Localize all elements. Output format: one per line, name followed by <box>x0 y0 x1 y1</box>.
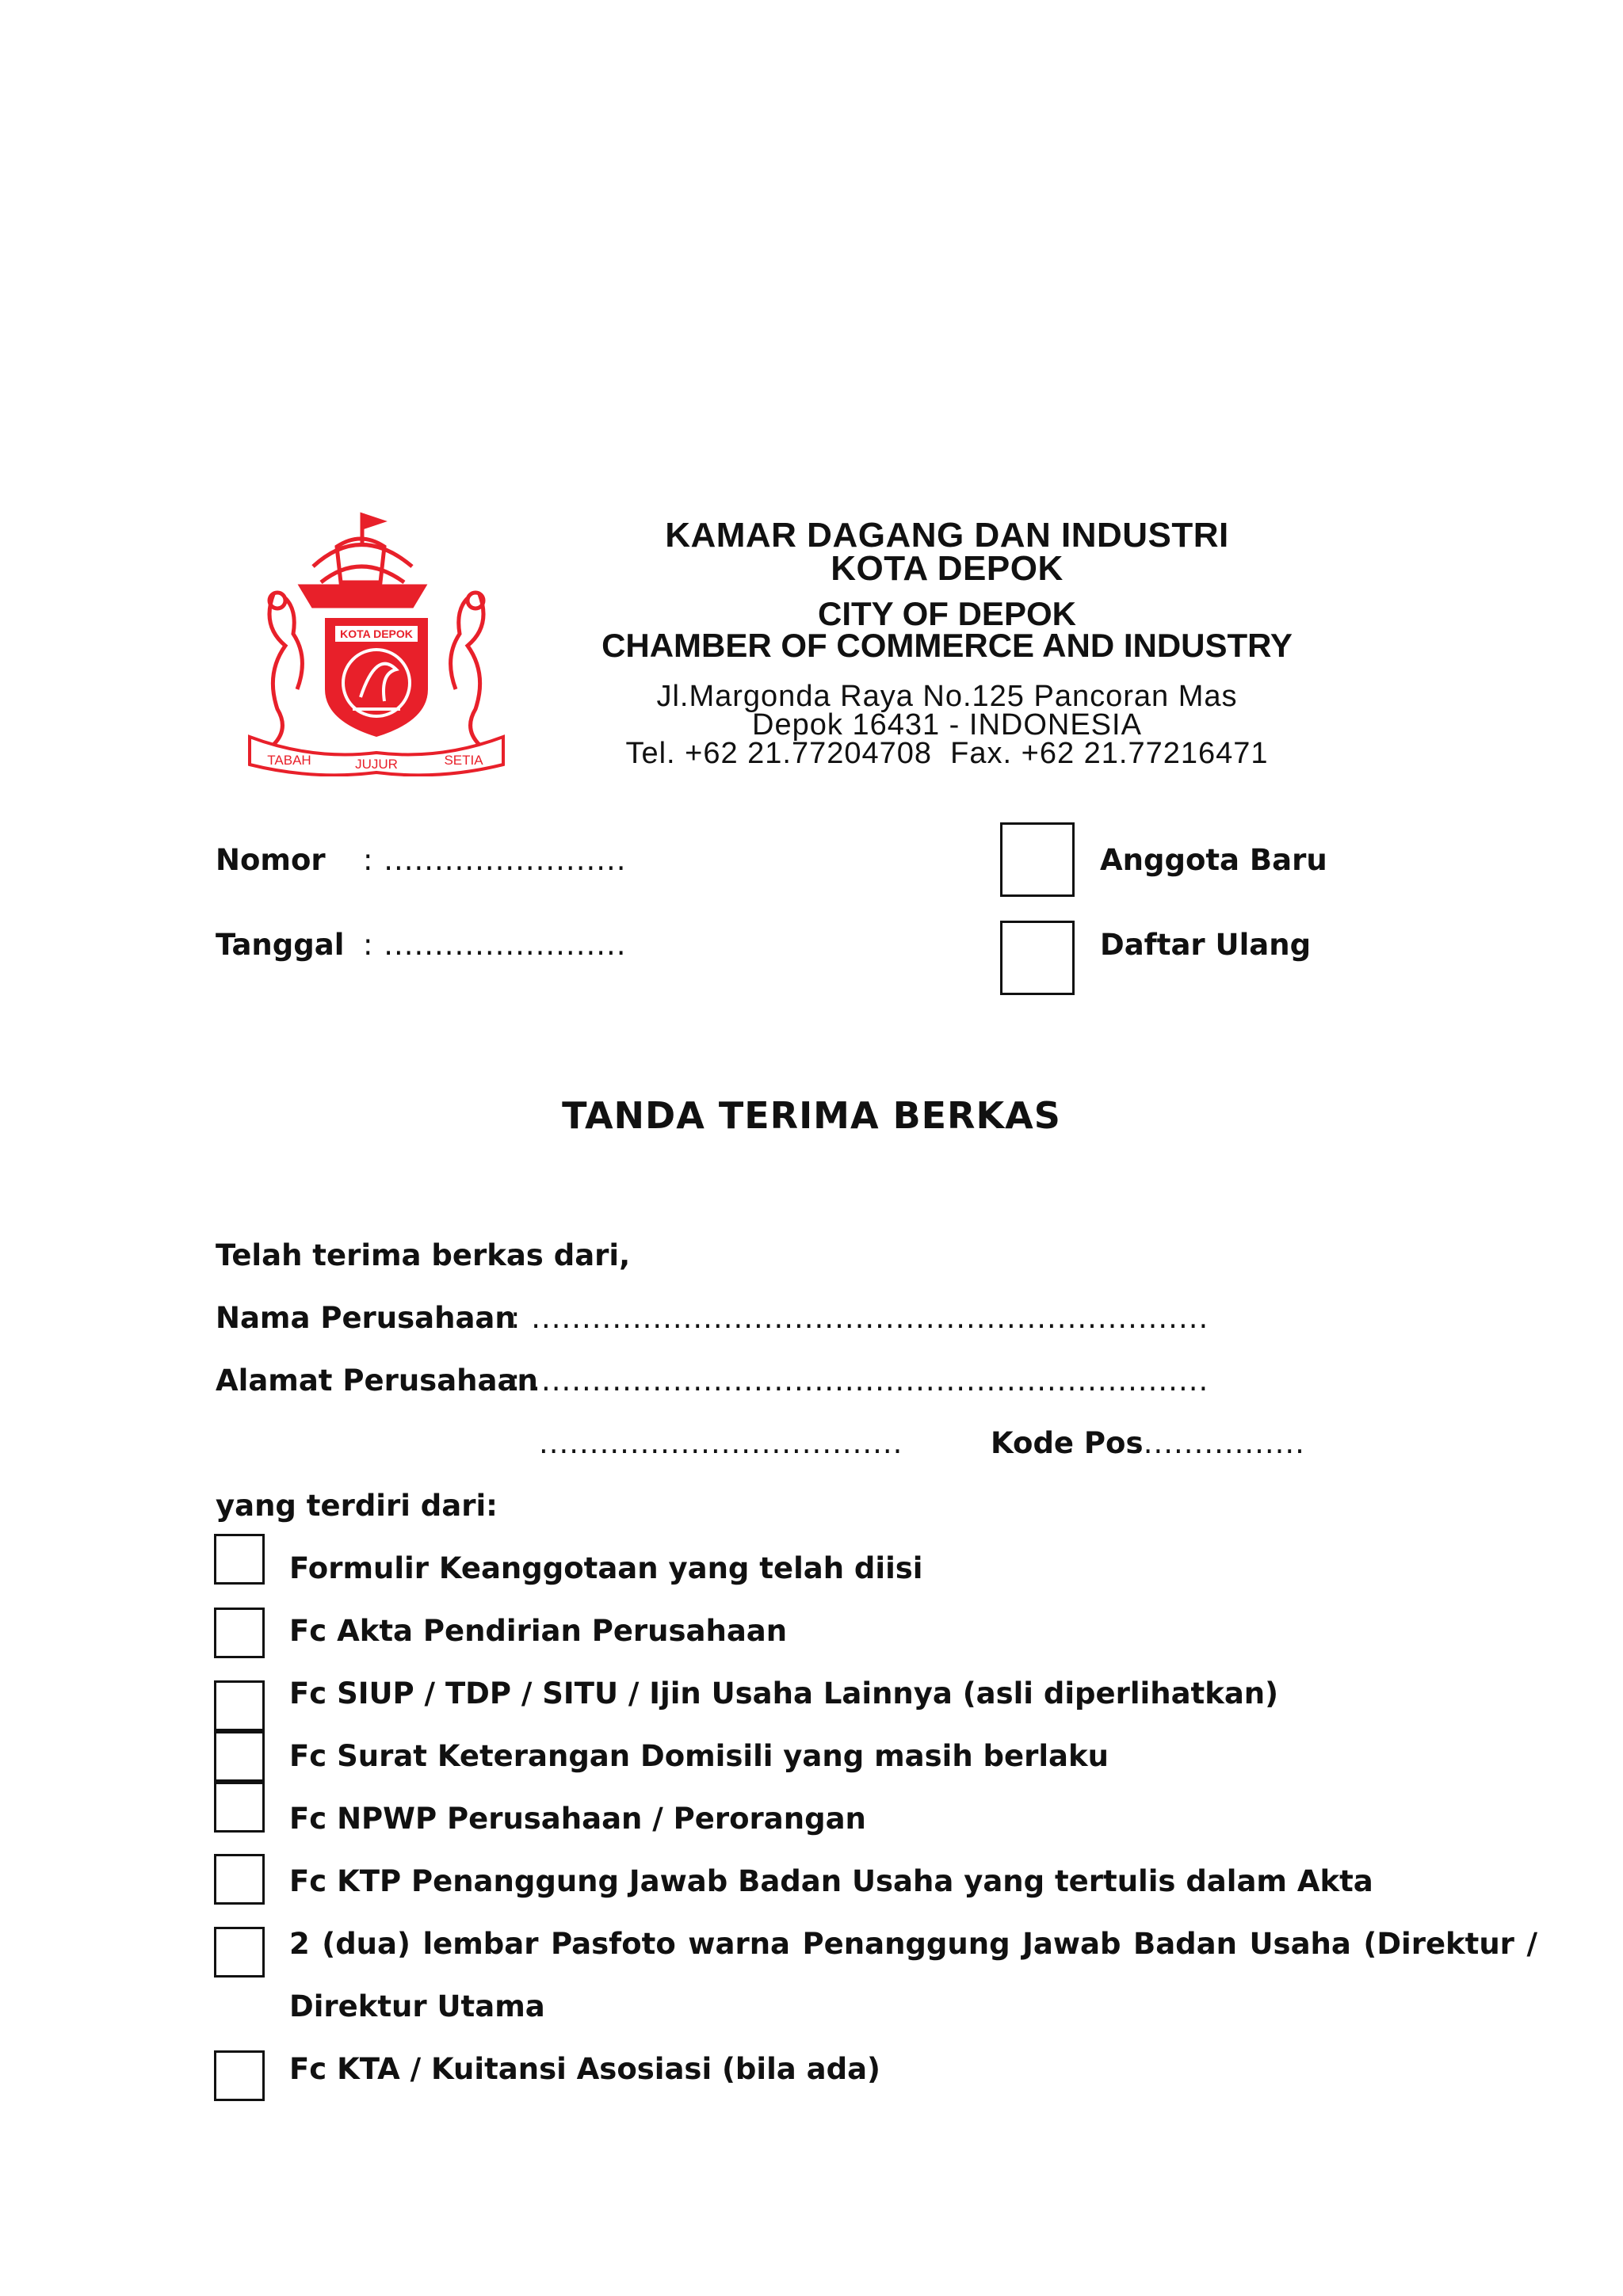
tanggal-field[interactable]: : ........................ <box>363 928 627 962</box>
checklist-item-label-continuation: Direktur Utama <box>289 1989 545 2023</box>
checklist-checkbox[interactable] <box>214 1854 265 1905</box>
intro-text: Telah terima berkas dari, <box>216 1238 631 1272</box>
daftar-ulang-label: Daftar Ulang <box>1100 928 1312 962</box>
checklist-checkbox[interactable] <box>214 1927 265 1978</box>
logo-motto-center: JUJUR <box>355 757 398 772</box>
checklist-checkbox[interactable] <box>214 1731 265 1782</box>
kota-depok-emblem-logo <box>242 507 511 776</box>
checklist-item-label: Fc KTA / Kuitansi Asosiasi (bila ada) <box>289 2052 880 2086</box>
nomor-label: Nomor <box>216 843 326 877</box>
address-line1: Jl.Margonda Raya No.125 Pancoran Mas <box>656 680 1238 713</box>
checklist-checkbox[interactable] <box>214 2050 265 2101</box>
checklist-item-label: Fc SIUP / TDP / SITU / Ijin Usaha Lainnya (asli diperlihatkan) <box>289 1676 1279 1711</box>
checklist-checkbox[interactable] <box>214 1782 265 1833</box>
org-name-line1: KAMAR DAGANG DAN INDUSTRI <box>665 516 1229 555</box>
nama-perusahaan-label: Nama Perusahaan <box>216 1301 516 1335</box>
alamat-perusahaan-field[interactable]: : ................................................................... <box>510 1363 1209 1398</box>
nomor-field[interactable]: : ........................ <box>363 843 627 877</box>
checklist-checkbox[interactable] <box>214 1534 265 1585</box>
checklist-item-label: Fc Surat Keterangan Domisili yang masih berlaku <box>289 1739 1109 1773</box>
anggota-baru-label: Anggota Baru <box>1100 843 1327 877</box>
org-name-line2: KOTA DEPOK <box>831 549 1064 588</box>
checklist-checkbox[interactable] <box>214 1608 265 1658</box>
daftar-ulang-checkbox[interactable] <box>1000 921 1075 995</box>
checklist-item-label: Fc NPWP Perusahaan / Perorangan <box>289 1802 866 1836</box>
alamat-perusahaan-label: Alamat Perusahaan <box>216 1363 538 1398</box>
anggota-baru-checkbox[interactable] <box>1000 822 1075 897</box>
address-line2: Depok 16431 - INDONESIA <box>752 708 1142 742</box>
checklist-item-label: Formulir Keanggotaan yang telah diisi <box>289 1551 923 1585</box>
document-title: TANDA TERIMA BERKAS <box>562 1094 1061 1137</box>
logo-motto-right: SETIA <box>444 753 483 768</box>
contact-line: Tel. +62 21.77204708 Fax. +62 21.77216471 <box>625 737 1269 770</box>
logo-motto-left: TABAH <box>267 753 311 768</box>
checklist-item-label: Fc KTP Penanggung Jawab Badan Usaha yang tertulis dalam Akta <box>289 1864 1373 1898</box>
alamat-line2-field[interactable]: .................................... <box>539 1426 903 1460</box>
nama-perusahaan-field[interactable]: : ................................................................... <box>510 1301 1209 1335</box>
logo-banner-text: KOTA DEPOK <box>340 627 413 640</box>
checklist-item-label: Fc Akta Pendirian Perusahaan <box>289 1614 788 1648</box>
kode-pos-label: Kode Pos <box>991 1426 1144 1460</box>
english-name-line1: CITY OF DEPOK <box>818 595 1076 632</box>
letterhead <box>519 516 1375 770</box>
consists-of-label: yang terdiri dari: <box>216 1489 498 1523</box>
english-name-line2: CHAMBER OF COMMERCE AND INDUSTRY <box>601 627 1293 664</box>
kode-pos-field[interactable]: ................. <box>1133 1426 1305 1460</box>
tanggal-label: Tanggal <box>216 928 345 962</box>
checklist-checkbox[interactable] <box>214 1680 265 1731</box>
checklist-item-label: 2 (dua) lembar Pasfoto warna Penanggung Jawab Badan Usaha (Direktur / <box>289 1927 1537 1961</box>
